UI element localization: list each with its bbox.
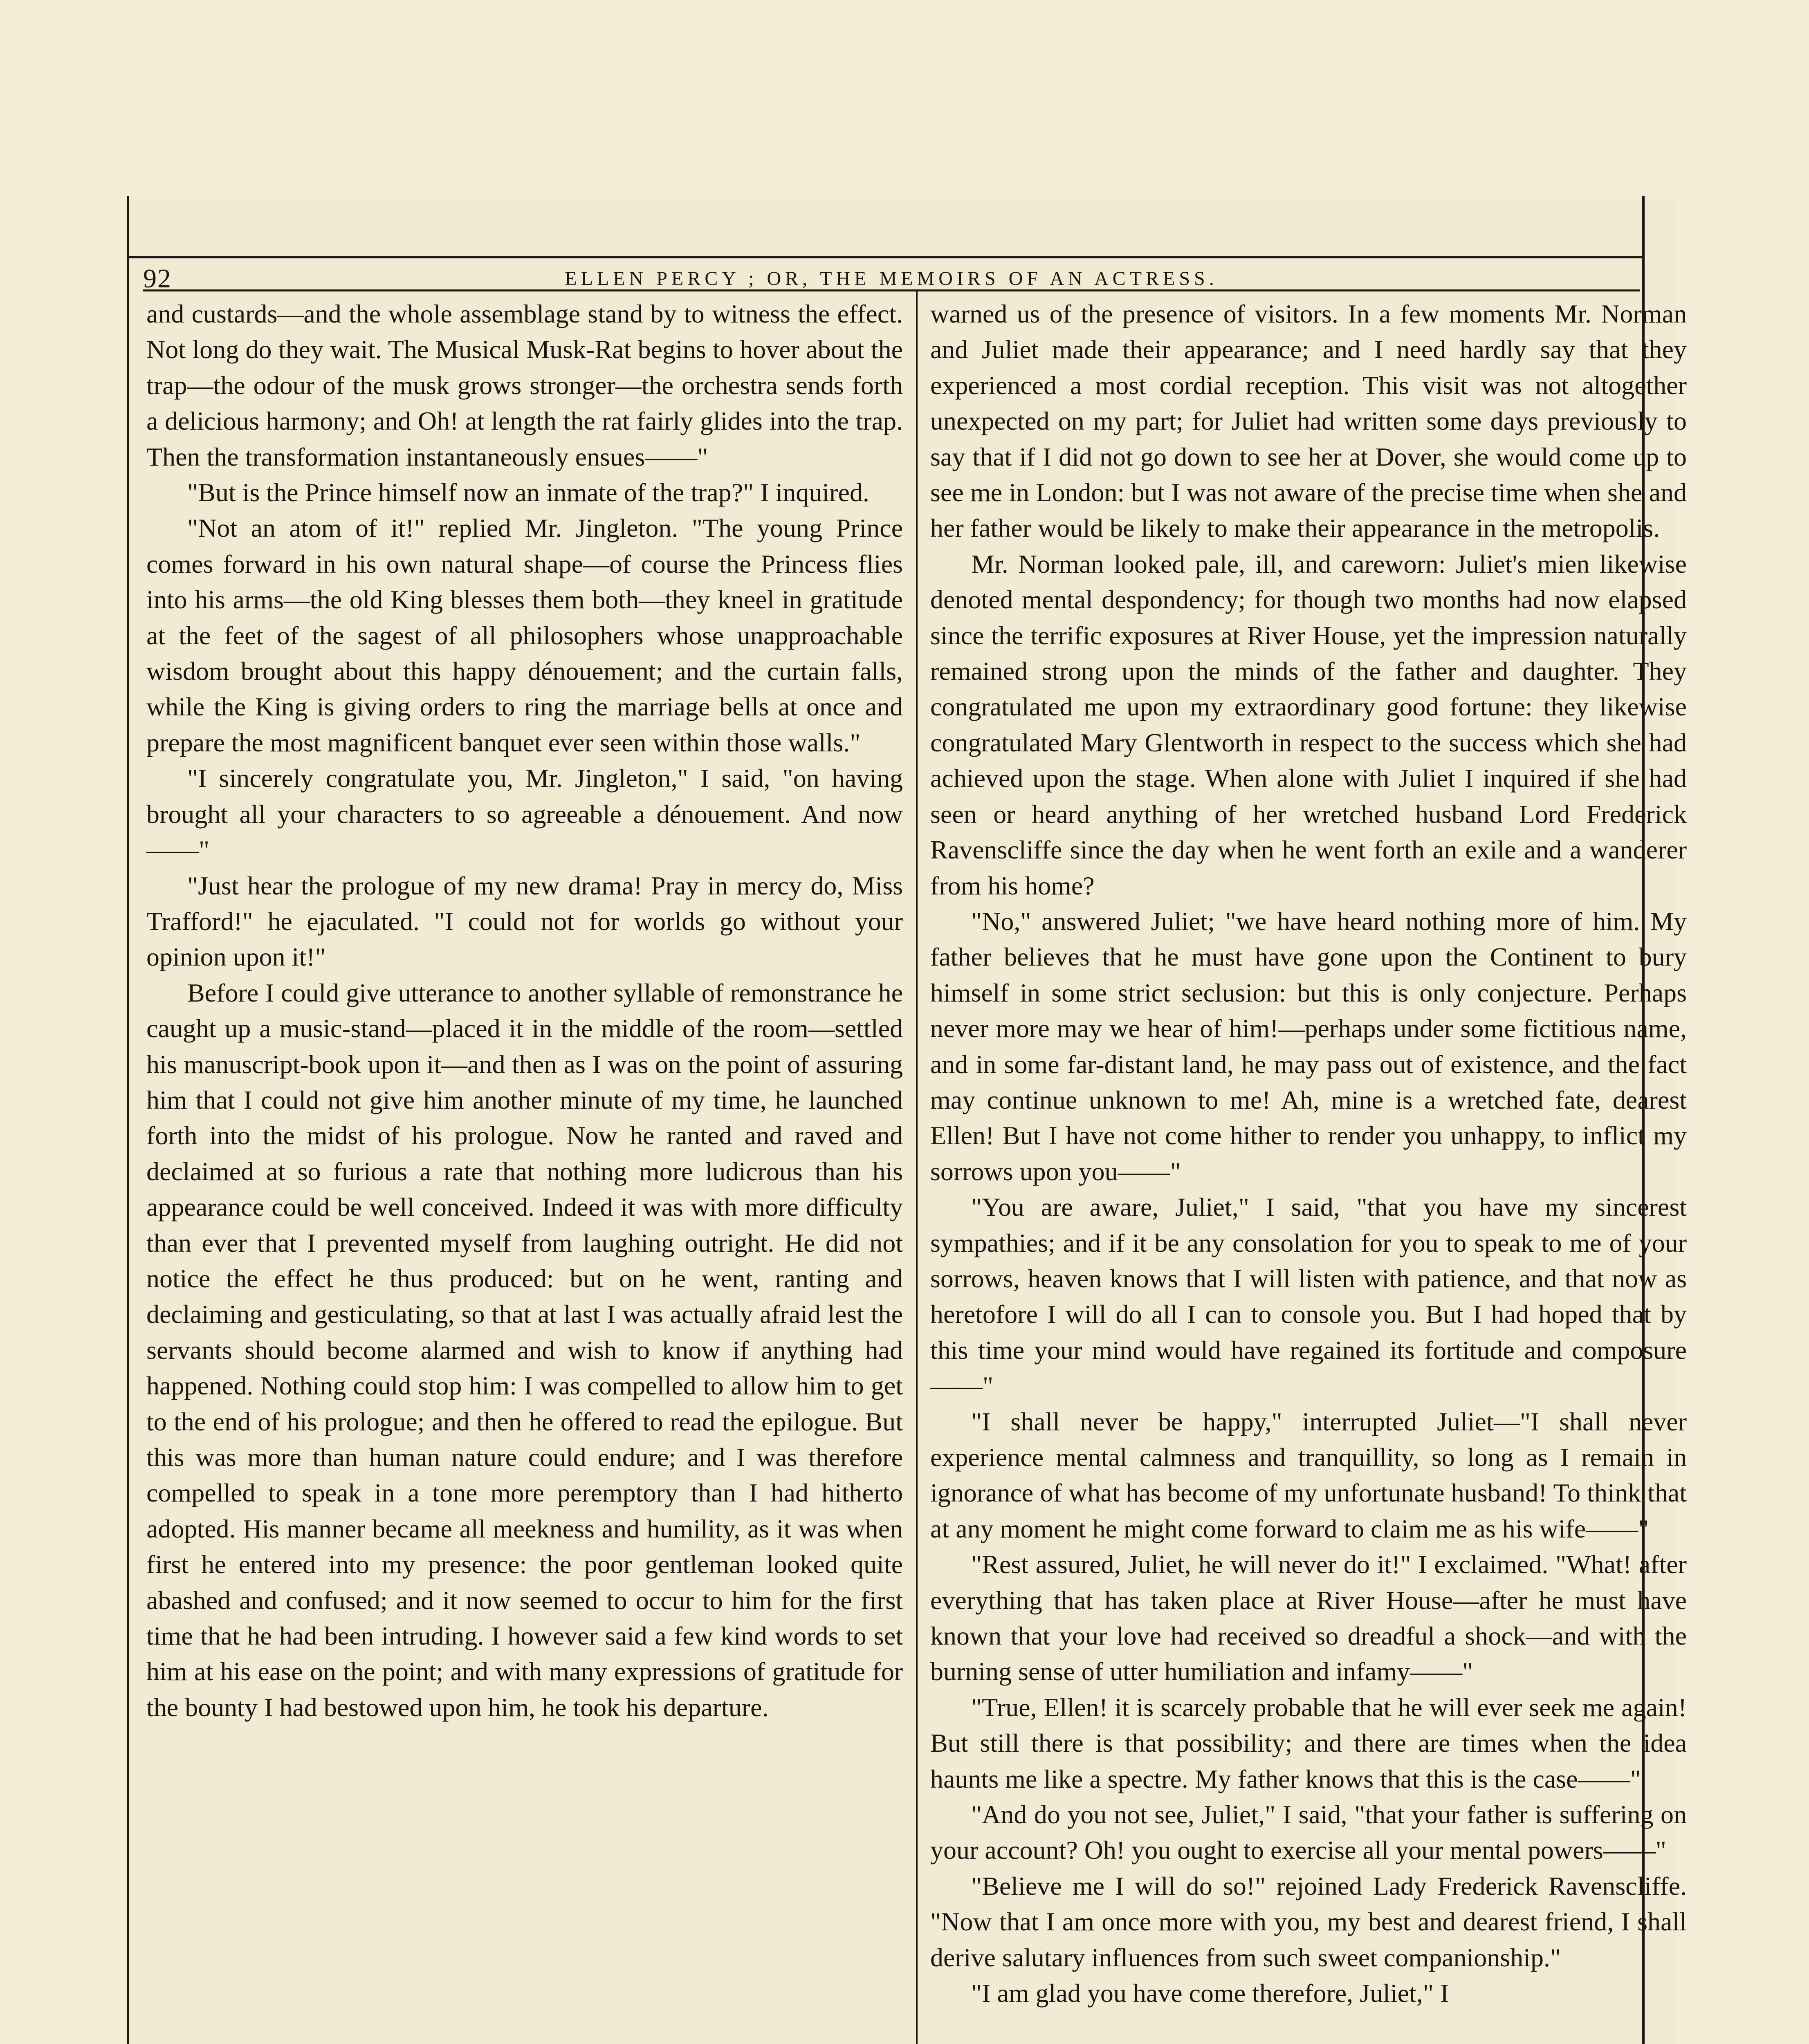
paragraph: "Not an atom of it!" replied Mr. Jingleton. "The young Prince comes forward in his own natural shape—of course the Princess flies into his arms—the old King blesses them both—they kneel in gratitude at the feet of the sagest of all philosophers whose unapproachable wisdom brought about this happy dénouement; and the curtain falls, while the King is giving orders to ring the marriage bells at once and prepare the most magnificent banquet ever seen within those walls." [146, 513, 903, 757]
paragraph: "No," answered Juliet; "we have heard nothing more of him. My father believes that he must have gone upon the Continent to bury himself in some strict seclusion: but this is only conjecture. Perhaps never more may we hear of him!—perhaps under some fictitious name, and in some far-distant land, he may pass out of existence, and the fact may continue unknown to me! Ah, mine is a wretched fate, dearest Ellen! But I have not come hither to render you unhappy, to inflict my sorrows upon you——" [930, 906, 1687, 1186]
left-column [146, 296, 903, 1725]
paragraph: "True, Ellen! it is scarcely probable that he will ever seek me again! But still there is that possibility; and there are times when the idea haunts me like a spectre. My father knows that this is the case——" [930, 1692, 1687, 1793]
paragraph: "But is the Prince himself now an inmate of the trap?" I inquired. [187, 478, 869, 507]
page-number: 92 [143, 264, 172, 294]
paragraph: and custards—and the whole assemblage stand by to witness the effect. Not long do they wait. The Musical Musk-Rat begins to hover about the trap—the odour of the musk grows stronger—the orchestra sends forth a delicious harmony; and Oh! at length the rat fairly glides into the trap. Then the transformation instantaneously ensues——" [146, 299, 903, 471]
right-column [930, 296, 1687, 2011]
paragraph: Mr. Norman looked pale, ill, and careworn: Juliet's mien likewise denoted mental despondency; for though two months had now elapsed since the terrific exposures at River House, yet the impression naturally remained strong upon the minds of the father and daughter. They congratulated me upon my extraordinary good fortune: they likewise congratulated Mary Glentworth in respect to the success which she had achieved upon the stage. When alone with Juliet I inquired if she had seen or heard anything of her wretched husband Lord Frederick Ravenscliffe since the day when he went forth an exile and a wanderer from his home? [930, 549, 1687, 900]
paragraph: Before I could give utterance to another syllable of remonstrance he caught up a music-stand—placed it in the middle of the room—settled his manuscript-book upon it—and then as I was on the point of assuring him that I could not give him another minute of my time, he launched forth into the midst of his prologue. Now he ranted and raved and declaimed at so furious a rate that nothing more ludicrous than his appearance could be well conceived. Indeed it was with more difficulty than ever that I prevented myself from laughing outright. He did not notice the effect he thus produced: but on he went, ranting and declaiming and gesticulating, so that at last I was actually afraid lest the servants should become alarmed and wish to know if anything had happened. Nothing could stop him: I was compelled to allow him to get to the end of his prologue; and then he offered to read the epilogue. But this was more than human nature could endure; and I was therefore compelled to speak in a tone more peremptory than I had hitherto adopted. His manner became all meekness and humility, as it was when first he entered into my presence: the poor gentleman looked quite abashed and confused; and it now seemed to occur to him for the first time that he had been intruding. I however said a few kind words to set him at his ease on the point; and with many expressions of gratitude for the bounty I had bestowed upon him, he took his departure. [146, 978, 903, 1722]
column-divider [916, 289, 918, 2044]
paragraph: "Just hear the prologue of my new drama! Pray in mercy do, Miss Trafford!" he ejaculated. "I could not for worlds go without your opinion upon it!" [146, 871, 903, 972]
paragraph: "And do you not see, Juliet," I said, "that your father is suffering on your account? Oh! you ought to exercise all your mental powers——" [930, 1800, 1687, 1865]
page-header [143, 256, 1640, 294]
paragraph: "Rest assured, Juliet, he will never do it!" I exclaimed. "What! after everything that has taken place at River House—after he must have known that your love had received so dreadful a shock—and with the burning sense of utter humiliation and infamy——" [930, 1550, 1687, 1686]
paragraph: "I shall never be happy," interrupted Juliet—"I shall never experience mental calmness and tranquillity, so long as I remain in ignorance of what has become of my unfortunate husband! To think that at any moment he might come forward to claim me as his wife——" [930, 1407, 1687, 1543]
book-page [127, 196, 1687, 2044]
page-border-left [127, 196, 129, 2044]
paragraph: "You are aware, Juliet," I said, "that you have my sincerest sympathies; and if it be any consolation for you to speak to me of your sorrows, heaven knows that I will listen with patience, and that now as heretofore I will do all I can to console you. But I had hoped that by this time your mind would have regained its fortitude and composure——" [930, 1192, 1687, 1401]
paragraph: warned us of the presence of visitors. In a few moments Mr. Norman and Juliet made their appearance; and I need hardly say that they experienced a most cordial reception. This visit was not altogether unexpected on my part; for Juliet had written some days previously to say that if I did not go down to see her at Dover, she would come up to see me in London: but I was not aware of the precise time when she and her father would be likely to make their appearance in the metropolis. [930, 299, 1687, 543]
paragraph: "I am glad you have come therefore, Juliet," I [971, 1979, 1449, 2008]
paragraph: "I sincerely congratulate you, Mr. Jingleton," I said, "on having brought all your characters to so agreeable a dénouement. And now——" [146, 764, 903, 865]
paragraph: "Believe me I will do so!" rejoined Lady Frederick Ravenscliffe. "Now that I am once more with you, my best and dearest friend, I shall derive salutary influences from such sweet companionship." [930, 1871, 1687, 1972]
running-head: ELLEN PERCY ; OR, THE MEMOIRS OF AN ACTRESS. [565, 268, 1218, 289]
